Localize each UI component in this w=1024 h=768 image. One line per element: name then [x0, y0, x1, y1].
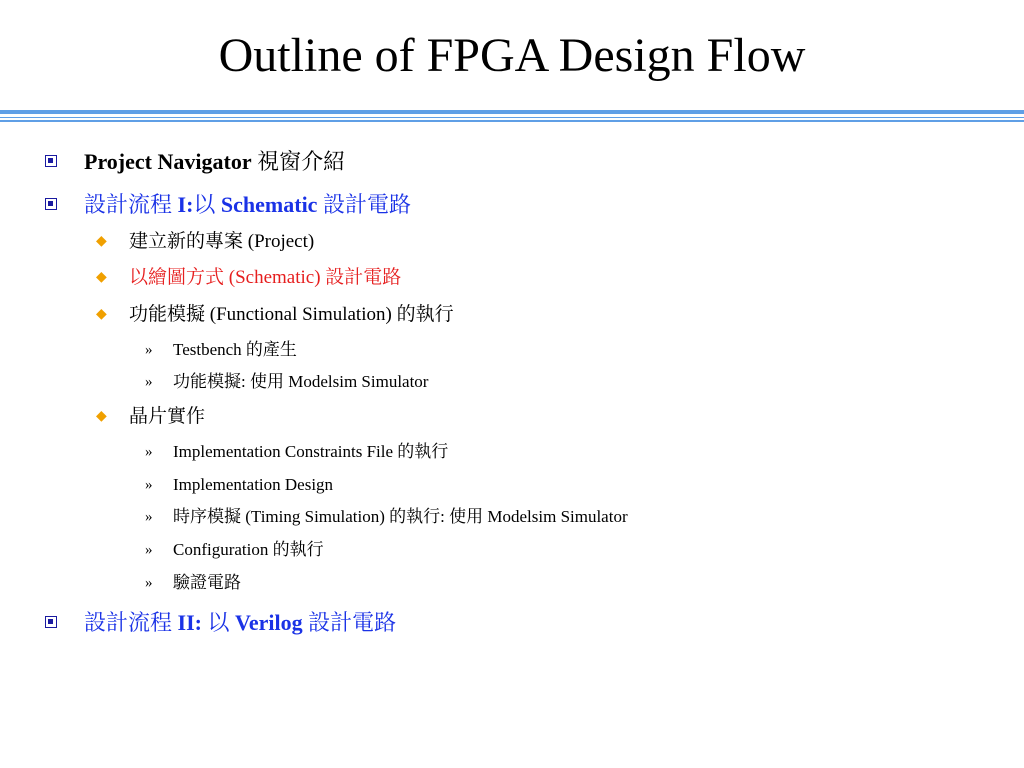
chevron-bullet-icon: »	[145, 374, 153, 390]
square-bullet-icon	[45, 198, 57, 210]
diamond-bullet-icon: ◆	[96, 270, 107, 285]
chevron-bullet-icon: »	[145, 342, 153, 358]
title-rule-thick	[0, 110, 1024, 114]
square-bullet-icon	[45, 155, 57, 167]
chevron-bullet-icon: »	[145, 509, 153, 525]
chevron-bullet-icon: »	[145, 477, 153, 493]
title-rule-thin	[0, 117, 1024, 118]
bullet-bold: Project Navigator	[84, 149, 252, 174]
diamond-bullet-icon: ◆	[96, 234, 107, 249]
chevron-bullet-icon: »	[145, 444, 153, 460]
bullet-rest: 視窗介紹	[251, 149, 346, 174]
title-rule-bottom	[0, 120, 1024, 122]
slide-title: Outline of FPGA Design Flow	[218, 29, 806, 82]
chevron-bullet-icon: »	[145, 575, 153, 591]
diamond-bullet-icon: ◆	[96, 307, 107, 322]
diamond-bullet-icon: ◆	[96, 409, 107, 424]
chevron-bullet-icon: »	[145, 542, 153, 558]
square-bullet-icon	[45, 616, 57, 628]
